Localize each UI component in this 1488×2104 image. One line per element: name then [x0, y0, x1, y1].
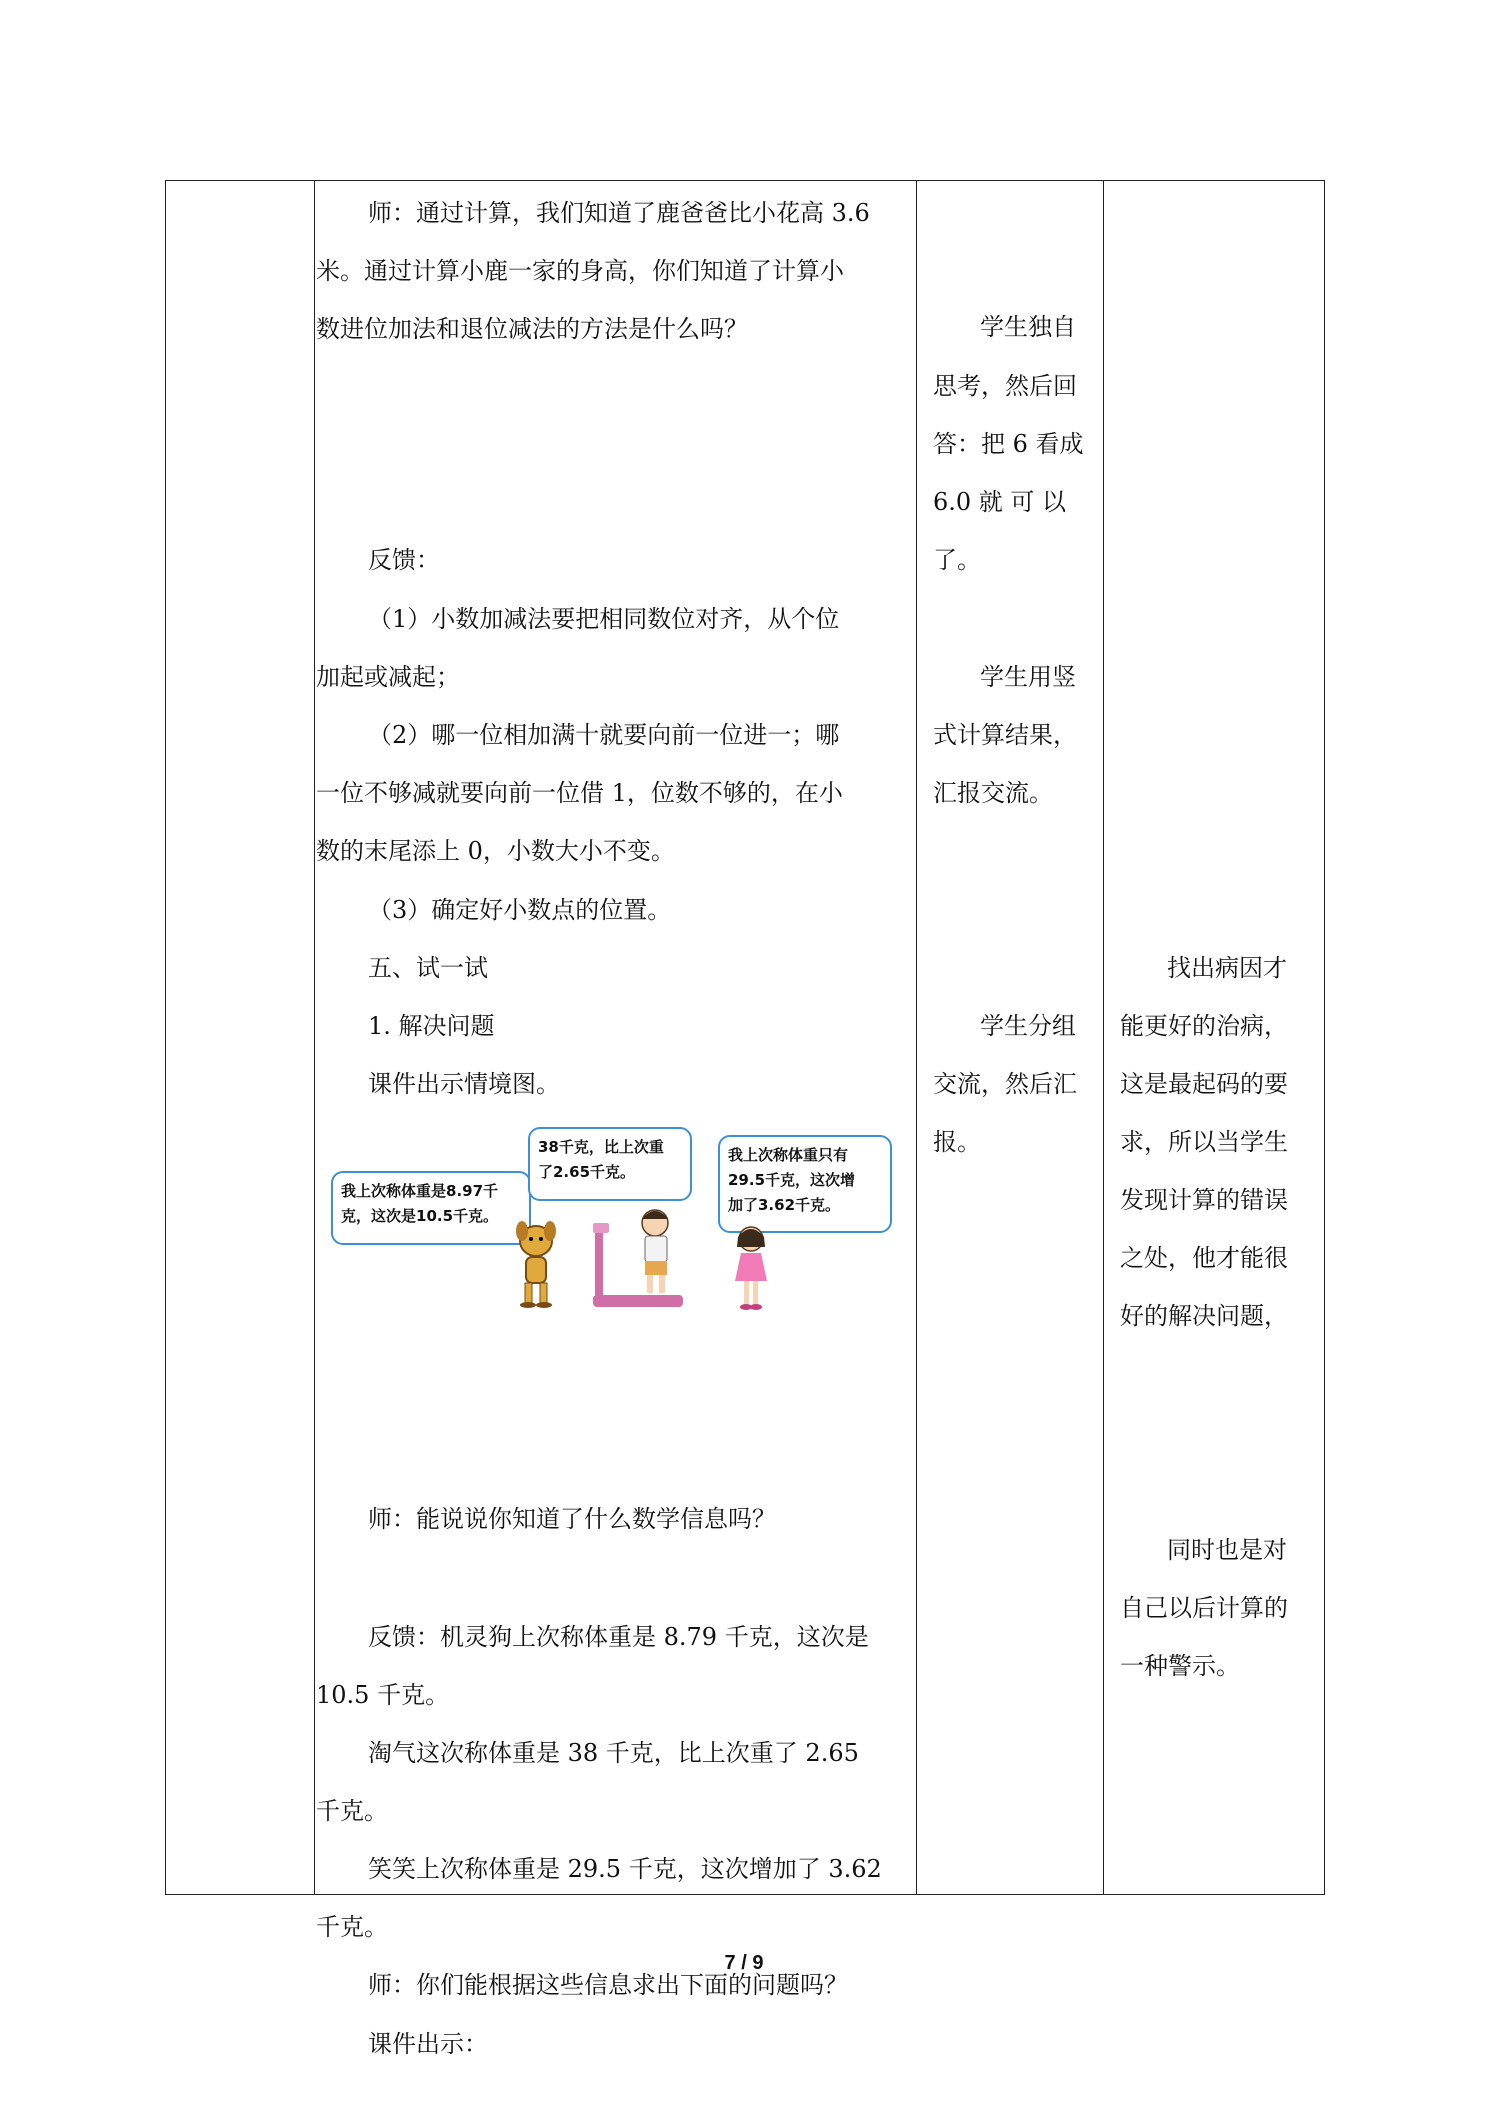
text-line: 课件出示： [368, 2030, 488, 2058]
column-divider [314, 181, 315, 1894]
text-line: 学生分组 [980, 1012, 1076, 1040]
text-line: 数的末尾添上 0，小数大小不变。 [316, 837, 675, 865]
text-line: 发现计算的错误 [1120, 1186, 1288, 1214]
text-line: 汇报交流。 [933, 779, 1053, 807]
text-line: 淘气这次称体重是 38 千克，比上次重了 2.65 [368, 1739, 859, 1767]
text-line: （1）小数加减法要把相同数位对齐，从个位 [368, 605, 840, 633]
girl-speech-bubble [718, 1135, 892, 1233]
text-line: 反馈：机灵狗上次称体重是 8.79 千克，这次是 [368, 1623, 869, 1651]
page-number: 7 / 9 [724, 1952, 764, 1974]
text-line: 千克。 [316, 1797, 388, 1825]
bubble-line: 了2.65千克。 [538, 1163, 636, 1181]
text-line: 数进位加法和退位减法的方法是什么吗？ [316, 315, 748, 343]
bubble-line: 克，这次是10.5千克。 [341, 1207, 499, 1225]
text-line: 学生独自 [980, 313, 1076, 341]
dog-speech-bubble [331, 1171, 531, 1245]
text-line: 6.0 就 可 以 [933, 488, 1067, 516]
text-line: 一位不够减就要向前一位借 1，位数不够的，在小 [316, 779, 843, 807]
text-line: 反馈： [368, 546, 440, 574]
text-line: 师：通过计算，我们知道了鹿爸爸比小花高 3.6 [368, 199, 870, 227]
scene-illustration [331, 1119, 891, 1309]
text-line: 师：能说说你知道了什么数学信息吗？ [368, 1505, 776, 1533]
bubble-line: 我上次称体重是8.97千 [341, 1182, 499, 1200]
empty-left-column [166, 181, 314, 1894]
bubble-line: 加了3.62千克。 [728, 1196, 841, 1214]
text-line: 思考，然后回 [933, 372, 1077, 400]
text-line: 一种警示。 [1120, 1652, 1240, 1680]
text-line: 答：把 6 看成 [933, 430, 1084, 458]
text-line: 自己以后计算的 [1120, 1594, 1288, 1622]
text-line: 好的解决问题， [1120, 1302, 1288, 1330]
boy-on-scale-illustration [593, 1199, 713, 1309]
text-line: 米。通过计算小鹿一家的身高，你们知道了计算小 [316, 257, 844, 285]
text-line: 这是最起码的要 [1120, 1070, 1288, 1098]
teaching-content-column [316, 181, 916, 2058]
text-line: （2）哪一位相加满十就要向前一位进一；哪 [368, 721, 840, 749]
text-line: 之处，他才能很 [1120, 1244, 1288, 1272]
text-line: 同时也是对 [1167, 1536, 1287, 1564]
column-divider [1103, 181, 1104, 1894]
design-intent-column [1105, 181, 1326, 1894]
text-line: 式计算结果， [933, 721, 1077, 749]
text-line: 能更好的治病， [1120, 1012, 1288, 1040]
text-line: 报。 [933, 1128, 981, 1156]
text-line: （3）确定好小数点的位置。 [368, 896, 672, 924]
text-line: 师：你们能根据这些信息求出下面的问题吗？ [368, 1971, 848, 1999]
text-line: 笑笑上次称体重是 29.5 千克，这次增加了 3.62 [368, 1855, 882, 1883]
text-line: 交流，然后汇 [933, 1070, 1077, 1098]
student-activity-column [918, 181, 1103, 1894]
bubble-line: 我上次称体重只有 [728, 1146, 849, 1164]
boy-speech-bubble [528, 1127, 692, 1201]
column-divider [916, 181, 917, 1894]
bubble-line: 38千克，比上次重 [538, 1138, 664, 1156]
text-line: 10.5 千克。 [316, 1681, 450, 1709]
text-line: 了。 [933, 546, 981, 574]
lesson-table [165, 180, 1325, 2058]
text-line: 求，所以当学生 [1120, 1128, 1288, 1156]
dog-character-illustration [506, 1219, 566, 1309]
bubble-line: 29.5千克，这次增 [728, 1171, 856, 1189]
girl-character-illustration [721, 1223, 781, 1313]
text-line: 课件出示情境图。 [368, 1070, 560, 1098]
section-heading: 五、试一试 [368, 954, 488, 982]
text-line: 找出病因才 [1167, 954, 1287, 982]
text-line: 加起或减起； [316, 663, 460, 691]
text-line: 学生用竖 [980, 663, 1076, 691]
text-line: 千克。 [316, 1913, 388, 1941]
subsection-heading: 1. 解决问题 [368, 1012, 495, 1040]
